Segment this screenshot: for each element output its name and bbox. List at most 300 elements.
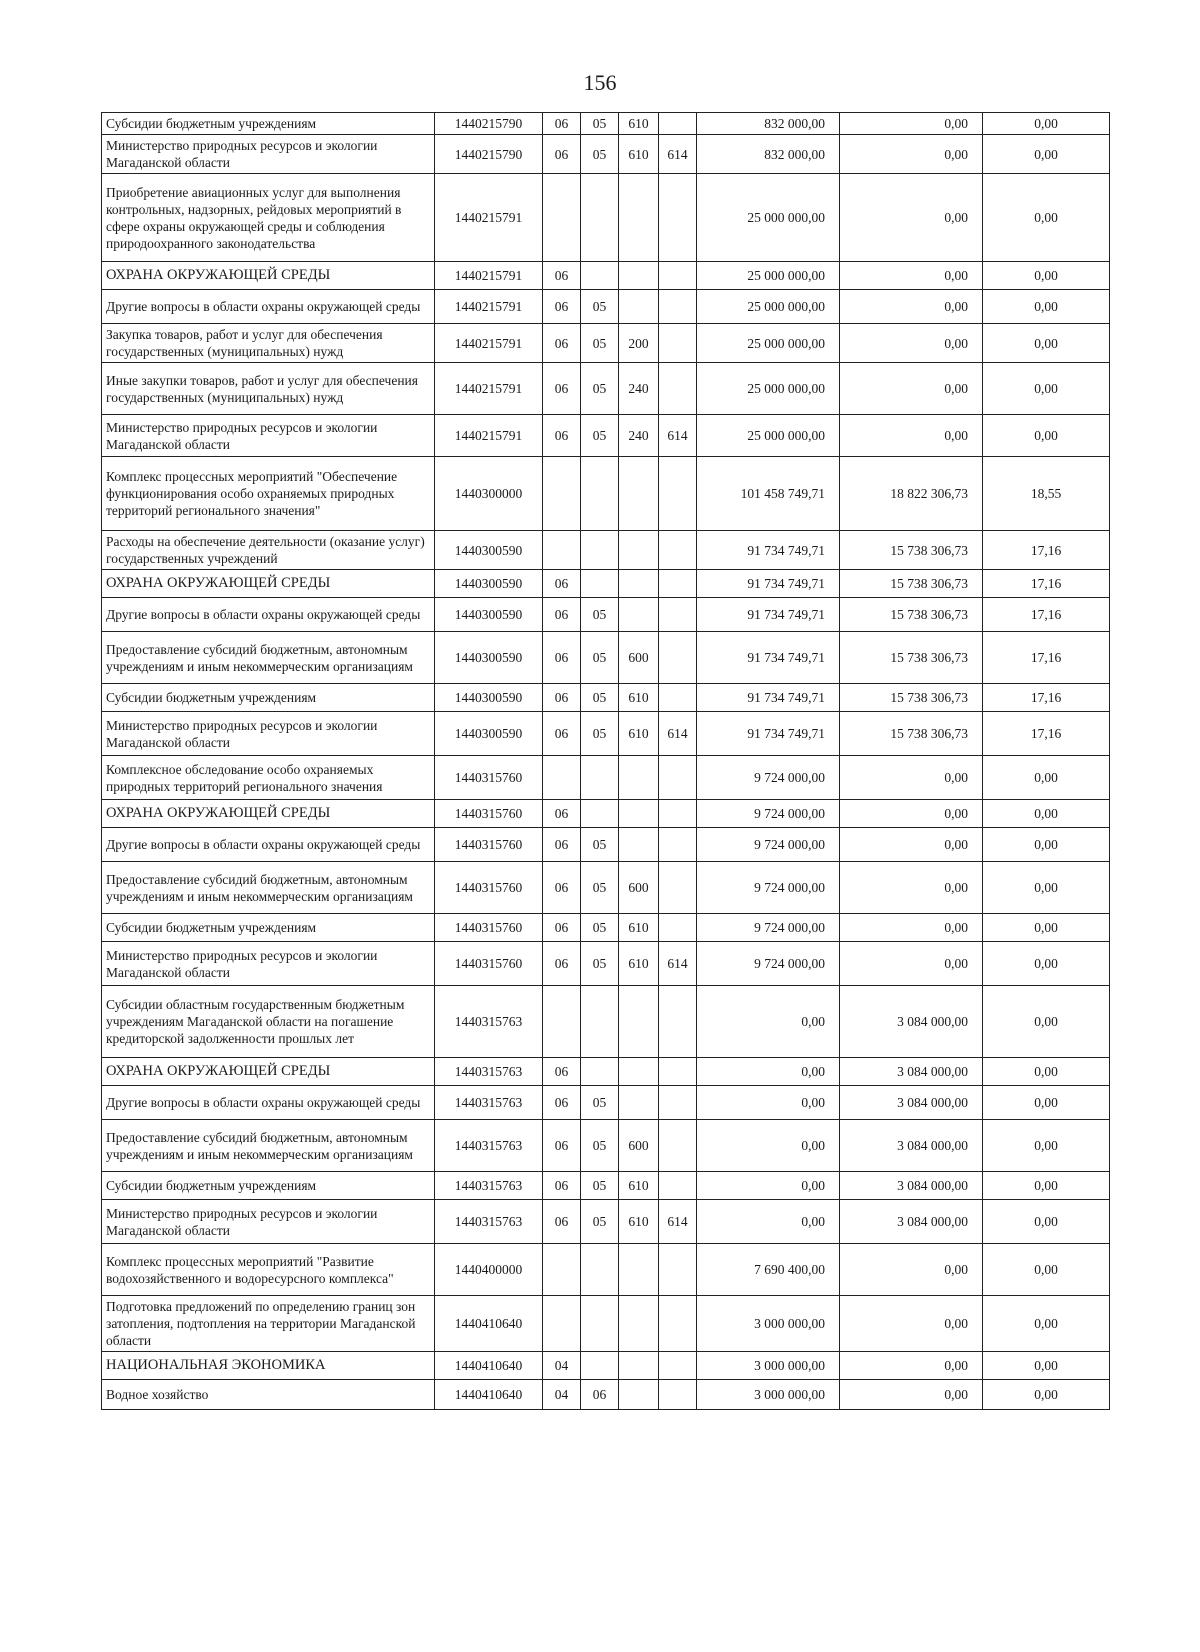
cell-target-code: 1440315763	[435, 986, 543, 1058]
cell-name: Субсидии бюджетным учреждениям	[102, 914, 435, 942]
cell-name: Закупка товаров, работ и услуг для обеспечения государственных (муниципальных) нужд	[102, 324, 435, 363]
cell-execution-percent: 0,00	[983, 1058, 1110, 1086]
cell-name: Субсидии бюджетным учреждениям	[102, 1172, 435, 1200]
cell-subsection: 05	[581, 914, 619, 942]
cell-execution-percent: 0,00	[983, 914, 1110, 942]
cell-admin-code: 614	[659, 415, 697, 457]
table-row	[102, 862, 1110, 914]
cell-subsection: 05	[581, 1120, 619, 1172]
cell-section	[543, 531, 581, 570]
cell-admin-code	[659, 363, 697, 415]
cell-execution-percent: 0,00	[983, 800, 1110, 828]
cell-target-code: 1440215791	[435, 363, 543, 415]
cell-admin-code	[659, 570, 697, 598]
cell-admin-code	[659, 531, 697, 570]
cell-planned-amount: 832 000,00	[697, 135, 840, 174]
cell-subsection: 05	[581, 290, 619, 324]
cell-section: 06	[543, 290, 581, 324]
cell-name: Предоставление субсидий бюджетным, автономным учреждениям и иным некоммерческим организациям	[102, 632, 435, 684]
cell-name: Предоставление субсидий бюджетным, автономным учреждениям и иным некоммерческим организациям	[102, 1120, 435, 1172]
cell-admin-code	[659, 1086, 697, 1120]
cell-planned-amount: 0,00	[697, 1172, 840, 1200]
cell-subsection	[581, 1296, 619, 1352]
cell-expense-type: 610	[619, 1200, 659, 1244]
table-row	[102, 290, 1110, 324]
cell-expense-type	[619, 262, 659, 290]
cell-planned-amount: 25 000 000,00	[697, 363, 840, 415]
cell-section: 06	[543, 1172, 581, 1200]
cell-expense-type	[619, 174, 659, 262]
table-row	[102, 570, 1110, 598]
cell-section: 06	[543, 1086, 581, 1120]
cell-execution-percent: 0,00	[983, 1200, 1110, 1244]
cell-expense-type: 610	[619, 135, 659, 174]
table-row	[102, 632, 1110, 684]
table-row	[102, 113, 1110, 135]
cell-subsection: 05	[581, 828, 619, 862]
cell-expense-type: 240	[619, 415, 659, 457]
table-row	[102, 1200, 1110, 1244]
cell-name: Субсидии бюджетным учреждениям	[102, 684, 435, 712]
cell-target-code: 1440300590	[435, 632, 543, 684]
cell-executed-amount: 0,00	[840, 324, 983, 363]
cell-executed-amount: 0,00	[840, 174, 983, 262]
table-body	[102, 113, 1110, 1410]
cell-target-code: 1440315763	[435, 1200, 543, 1244]
cell-admin-code	[659, 324, 697, 363]
cell-admin-code	[659, 1172, 697, 1200]
table-row	[102, 1380, 1110, 1410]
cell-target-code: 1440315760	[435, 800, 543, 828]
cell-section: 06	[543, 570, 581, 598]
cell-target-code: 1440315760	[435, 914, 543, 942]
cell-subsection: 05	[581, 415, 619, 457]
cell-executed-amount: 0,00	[840, 1380, 983, 1410]
cell-name: Другие вопросы в области охраны окружающей среды	[102, 828, 435, 862]
cell-execution-percent: 0,00	[983, 942, 1110, 986]
table-row	[102, 986, 1110, 1058]
cell-subsection	[581, 986, 619, 1058]
cell-section	[543, 1244, 581, 1296]
cell-planned-amount: 0,00	[697, 1086, 840, 1120]
cell-planned-amount: 91 734 749,71	[697, 531, 840, 570]
cell-admin-code	[659, 1352, 697, 1380]
cell-expense-type	[619, 598, 659, 632]
cell-subsection	[581, 800, 619, 828]
table-row	[102, 531, 1110, 570]
cell-subsection: 05	[581, 712, 619, 756]
table-row	[102, 684, 1110, 712]
cell-expense-type	[619, 457, 659, 531]
cell-execution-percent: 0,00	[983, 1380, 1110, 1410]
cell-section: 06	[543, 712, 581, 756]
cell-planned-amount: 101 458 749,71	[697, 457, 840, 531]
cell-section: 06	[543, 914, 581, 942]
cell-target-code: 1440215790	[435, 135, 543, 174]
cell-executed-amount: 0,00	[840, 290, 983, 324]
cell-name: Министерство природных ресурсов и экологии Магаданской области	[102, 135, 435, 174]
cell-expense-type: 610	[619, 684, 659, 712]
cell-expense-type	[619, 1352, 659, 1380]
cell-admin-code: 614	[659, 712, 697, 756]
cell-executed-amount: 3 084 000,00	[840, 1172, 983, 1200]
cell-executed-amount: 0,00	[840, 828, 983, 862]
cell-executed-amount: 0,00	[840, 113, 983, 135]
cell-name: Иные закупки товаров, работ и услуг для обеспечения государственных (муниципальных) нужд	[102, 363, 435, 415]
cell-executed-amount: 3 084 000,00	[840, 1200, 983, 1244]
cell-planned-amount: 91 734 749,71	[697, 684, 840, 712]
cell-section: 06	[543, 1120, 581, 1172]
table-row	[102, 363, 1110, 415]
cell-admin-code	[659, 862, 697, 914]
cell-expense-type	[619, 1296, 659, 1352]
cell-admin-code	[659, 262, 697, 290]
cell-name: Комплекс процессных мероприятий "Развитие водохозяйственного и водоресурсного комплекса"	[102, 1244, 435, 1296]
cell-execution-percent: 0,00	[983, 828, 1110, 862]
cell-execution-percent: 0,00	[983, 113, 1110, 135]
table-row	[102, 756, 1110, 800]
table-row	[102, 1058, 1110, 1086]
cell-planned-amount: 25 000 000,00	[697, 262, 840, 290]
cell-target-code: 1440315760	[435, 828, 543, 862]
cell-subsection: 06	[581, 1380, 619, 1410]
cell-planned-amount: 0,00	[697, 986, 840, 1058]
cell-executed-amount: 15 738 306,73	[840, 531, 983, 570]
cell-section	[543, 457, 581, 531]
cell-target-code: 1440315763	[435, 1172, 543, 1200]
cell-execution-percent: 0,00	[983, 1172, 1110, 1200]
cell-planned-amount: 9 724 000,00	[697, 800, 840, 828]
cell-admin-code	[659, 1120, 697, 1172]
cell-section	[543, 986, 581, 1058]
cell-subsection	[581, 756, 619, 800]
cell-target-code: 1440215791	[435, 290, 543, 324]
cell-executed-amount: 15 738 306,73	[840, 632, 983, 684]
cell-expense-type: 610	[619, 712, 659, 756]
cell-executed-amount: 0,00	[840, 135, 983, 174]
table-row	[102, 174, 1110, 262]
table-row	[102, 415, 1110, 457]
cell-planned-amount: 91 734 749,71	[697, 598, 840, 632]
cell-name: Субсидии бюджетным учреждениям	[102, 113, 435, 135]
cell-target-code: 1440315763	[435, 1058, 543, 1086]
cell-expense-type	[619, 1086, 659, 1120]
cell-planned-amount: 25 000 000,00	[697, 174, 840, 262]
table-row	[102, 1172, 1110, 1200]
cell-admin-code	[659, 1296, 697, 1352]
cell-expense-type: 600	[619, 862, 659, 914]
cell-executed-amount: 18 822 306,73	[840, 457, 983, 531]
cell-expense-type: 600	[619, 1120, 659, 1172]
cell-subsection: 05	[581, 1172, 619, 1200]
table-row	[102, 135, 1110, 174]
cell-subsection	[581, 457, 619, 531]
cell-subsection	[581, 531, 619, 570]
cell-name: Водное хозяйство	[102, 1380, 435, 1410]
cell-admin-code	[659, 290, 697, 324]
cell-name: Министерство природных ресурсов и экологии Магаданской области	[102, 1200, 435, 1244]
cell-expense-type	[619, 570, 659, 598]
cell-subsection: 05	[581, 135, 619, 174]
cell-name: Комплексное обследование особо охраняемых природных территорий регионального значения	[102, 756, 435, 800]
cell-execution-percent: 17,16	[983, 570, 1110, 598]
cell-execution-percent: 0,00	[983, 174, 1110, 262]
cell-execution-percent: 17,16	[983, 684, 1110, 712]
cell-execution-percent: 17,16	[983, 531, 1110, 570]
cell-planned-amount: 0,00	[697, 1120, 840, 1172]
cell-executed-amount: 0,00	[840, 862, 983, 914]
cell-section: 06	[543, 363, 581, 415]
cell-target-code: 1440300590	[435, 598, 543, 632]
cell-name: Подготовка предложений по определению границ зон затопления, подтопления на территории Магаданской области	[102, 1296, 435, 1352]
cell-planned-amount: 0,00	[697, 1200, 840, 1244]
cell-execution-percent: 0,00	[983, 1086, 1110, 1120]
cell-target-code: 1440315763	[435, 1120, 543, 1172]
cell-section: 06	[543, 598, 581, 632]
cell-planned-amount: 9 724 000,00	[697, 756, 840, 800]
cell-executed-amount: 0,00	[840, 262, 983, 290]
cell-name: Министерство природных ресурсов и экологии Магаданской области	[102, 415, 435, 457]
cell-executed-amount: 0,00	[840, 756, 983, 800]
cell-planned-amount: 832 000,00	[697, 113, 840, 135]
cell-execution-percent: 0,00	[983, 262, 1110, 290]
cell-admin-code	[659, 1244, 697, 1296]
cell-name: Приобретение авиационных услуг для выполнения контрольных, надзорных, рейдовых мероприятий в сфере охраны окружающей среды и соблюдения природоохранного законодательства	[102, 174, 435, 262]
cell-name: Министерство природных ресурсов и экологии Магаданской области	[102, 942, 435, 986]
cell-name: ОХРАНА ОКРУЖАЮЩЕЙ СРЕДЫ	[102, 800, 435, 828]
cell-section: 06	[543, 135, 581, 174]
cell-expense-type	[619, 1058, 659, 1086]
cell-executed-amount: 0,00	[840, 415, 983, 457]
cell-planned-amount: 91 734 749,71	[697, 712, 840, 756]
cell-admin-code	[659, 1058, 697, 1086]
cell-name: Другие вопросы в области охраны окружающей среды	[102, 1086, 435, 1120]
cell-executed-amount: 15 738 306,73	[840, 570, 983, 598]
cell-section	[543, 1296, 581, 1352]
cell-planned-amount: 3 000 000,00	[697, 1380, 840, 1410]
cell-target-code: 1440300590	[435, 531, 543, 570]
cell-name: Другие вопросы в области охраны окружающей среды	[102, 290, 435, 324]
cell-name: НАЦИОНАЛЬНАЯ ЭКОНОМИКА	[102, 1352, 435, 1380]
cell-expense-type	[619, 531, 659, 570]
table-row	[102, 324, 1110, 363]
cell-executed-amount: 3 084 000,00	[840, 1086, 983, 1120]
cell-subsection: 05	[581, 632, 619, 684]
cell-section: 06	[543, 942, 581, 986]
cell-execution-percent: 0,00	[983, 135, 1110, 174]
cell-executed-amount: 3 084 000,00	[840, 1120, 983, 1172]
table-row	[102, 1120, 1110, 1172]
cell-subsection	[581, 174, 619, 262]
cell-subsection: 05	[581, 1086, 619, 1120]
table-row	[102, 828, 1110, 862]
cell-admin-code	[659, 756, 697, 800]
cell-target-code: 1440215790	[435, 113, 543, 135]
cell-execution-percent: 0,00	[983, 324, 1110, 363]
cell-executed-amount: 0,00	[840, 1244, 983, 1296]
cell-section: 06	[543, 113, 581, 135]
cell-execution-percent: 18,55	[983, 457, 1110, 531]
table-row	[102, 262, 1110, 290]
cell-executed-amount: 0,00	[840, 942, 983, 986]
cell-name: Комплекс процессных мероприятий "Обеспечение функционирования особо охраняемых природных территорий регионального значения"	[102, 457, 435, 531]
cell-target-code: 1440410640	[435, 1352, 543, 1380]
cell-target-code: 1440315763	[435, 1086, 543, 1120]
cell-execution-percent: 0,00	[983, 415, 1110, 457]
cell-target-code: 1440215791	[435, 262, 543, 290]
cell-execution-percent: 17,16	[983, 632, 1110, 684]
cell-admin-code	[659, 457, 697, 531]
cell-name: Расходы на обеспечение деятельности (оказание услуг) государственных учреждений	[102, 531, 435, 570]
cell-name: ОХРАНА ОКРУЖАЮЩЕЙ СРЕДЫ	[102, 1058, 435, 1086]
cell-subsection	[581, 570, 619, 598]
cell-section: 06	[543, 828, 581, 862]
cell-section: 06	[543, 415, 581, 457]
cell-name: Субсидии областным государственным бюджетным учреждениям Магаданской области на погашение кредиторской задолженности прошлых лет	[102, 986, 435, 1058]
cell-target-code: 1440315760	[435, 862, 543, 914]
cell-admin-code	[659, 174, 697, 262]
table-row	[102, 914, 1110, 942]
cell-section: 06	[543, 1058, 581, 1086]
table-row	[102, 800, 1110, 828]
cell-expense-type: 610	[619, 113, 659, 135]
cell-target-code: 1440410640	[435, 1380, 543, 1410]
cell-name: Другие вопросы в области охраны окружающей среды	[102, 598, 435, 632]
cell-subsection: 05	[581, 862, 619, 914]
cell-execution-percent: 0,00	[983, 363, 1110, 415]
cell-subsection: 05	[581, 363, 619, 415]
cell-executed-amount: 0,00	[840, 1352, 983, 1380]
cell-planned-amount: 3 000 000,00	[697, 1296, 840, 1352]
cell-expense-type	[619, 756, 659, 800]
table-row	[102, 1352, 1110, 1380]
table-row	[102, 1244, 1110, 1296]
cell-execution-percent: 0,00	[983, 1296, 1110, 1352]
cell-admin-code	[659, 828, 697, 862]
cell-execution-percent: 0,00	[983, 986, 1110, 1058]
cell-subsection: 05	[581, 942, 619, 986]
cell-subsection: 05	[581, 113, 619, 135]
cell-name: ОХРАНА ОКРУЖАЮЩЕЙ СРЕДЫ	[102, 570, 435, 598]
cell-execution-percent: 0,00	[983, 1244, 1110, 1296]
budget-table	[101, 112, 1110, 1410]
cell-planned-amount: 9 724 000,00	[697, 942, 840, 986]
cell-planned-amount: 9 724 000,00	[697, 828, 840, 862]
cell-section	[543, 174, 581, 262]
cell-expense-type: 600	[619, 632, 659, 684]
cell-planned-amount: 25 000 000,00	[697, 415, 840, 457]
cell-name: ОХРАНА ОКРУЖАЮЩЕЙ СРЕДЫ	[102, 262, 435, 290]
cell-executed-amount: 0,00	[840, 914, 983, 942]
cell-planned-amount: 9 724 000,00	[697, 914, 840, 942]
cell-executed-amount: 15 738 306,73	[840, 684, 983, 712]
cell-subsection: 05	[581, 1200, 619, 1244]
cell-subsection: 05	[581, 598, 619, 632]
cell-planned-amount: 3 000 000,00	[697, 1352, 840, 1380]
cell-section: 06	[543, 800, 581, 828]
cell-admin-code	[659, 914, 697, 942]
page-number: 156	[583, 70, 617, 95]
cell-admin-code	[659, 986, 697, 1058]
table-row	[102, 712, 1110, 756]
cell-admin-code	[659, 632, 697, 684]
cell-target-code: 1440215791	[435, 324, 543, 363]
cell-section: 04	[543, 1352, 581, 1380]
cell-executed-amount: 0,00	[840, 1296, 983, 1352]
cell-expense-type	[619, 1244, 659, 1296]
cell-subsection: 05	[581, 324, 619, 363]
cell-execution-percent: 0,00	[983, 1352, 1110, 1380]
cell-admin-code	[659, 113, 697, 135]
cell-section	[543, 756, 581, 800]
cell-subsection: 05	[581, 684, 619, 712]
cell-name: Министерство природных ресурсов и экологии Магаданской области	[102, 712, 435, 756]
cell-executed-amount: 3 084 000,00	[840, 1058, 983, 1086]
cell-target-code: 1440300000	[435, 457, 543, 531]
cell-target-code: 1440300590	[435, 712, 543, 756]
cell-expense-type: 200	[619, 324, 659, 363]
cell-expense-type	[619, 290, 659, 324]
cell-section: 04	[543, 1380, 581, 1410]
cell-admin-code	[659, 598, 697, 632]
cell-expense-type	[619, 1380, 659, 1410]
cell-planned-amount: 25 000 000,00	[697, 290, 840, 324]
table-row	[102, 942, 1110, 986]
cell-section: 06	[543, 632, 581, 684]
table-row	[102, 598, 1110, 632]
cell-target-code: 1440315760	[435, 756, 543, 800]
cell-executed-amount: 3 084 000,00	[840, 986, 983, 1058]
cell-target-code: 1440300590	[435, 570, 543, 598]
cell-admin-code: 614	[659, 135, 697, 174]
cell-execution-percent: 0,00	[983, 862, 1110, 914]
cell-planned-amount: 0,00	[697, 1058, 840, 1086]
cell-target-code: 1440400000	[435, 1244, 543, 1296]
cell-expense-type: 240	[619, 363, 659, 415]
cell-execution-percent: 17,16	[983, 712, 1110, 756]
table-row	[102, 1086, 1110, 1120]
cell-planned-amount: 91 734 749,71	[697, 570, 840, 598]
cell-section: 06	[543, 262, 581, 290]
cell-planned-amount: 91 734 749,71	[697, 632, 840, 684]
cell-section: 06	[543, 684, 581, 712]
table-row	[102, 457, 1110, 531]
cell-section: 06	[543, 862, 581, 914]
cell-executed-amount: 15 738 306,73	[840, 712, 983, 756]
cell-expense-type	[619, 800, 659, 828]
cell-subsection	[581, 1058, 619, 1086]
cell-planned-amount: 25 000 000,00	[697, 324, 840, 363]
cell-admin-code	[659, 684, 697, 712]
cell-target-code: 1440215791	[435, 415, 543, 457]
cell-executed-amount: 15 738 306,73	[840, 598, 983, 632]
cell-subsection	[581, 1244, 619, 1296]
cell-expense-type	[619, 828, 659, 862]
cell-executed-amount: 0,00	[840, 800, 983, 828]
cell-execution-percent: 0,00	[983, 290, 1110, 324]
cell-admin-code	[659, 1380, 697, 1410]
cell-expense-type: 610	[619, 942, 659, 986]
cell-section: 06	[543, 1200, 581, 1244]
cell-expense-type: 610	[619, 914, 659, 942]
cell-execution-percent: 17,16	[983, 598, 1110, 632]
cell-expense-type	[619, 986, 659, 1058]
cell-admin-code: 614	[659, 942, 697, 986]
table-row	[102, 1296, 1110, 1352]
cell-target-code: 1440410640	[435, 1296, 543, 1352]
cell-planned-amount: 7 690 400,00	[697, 1244, 840, 1296]
cell-executed-amount: 0,00	[840, 363, 983, 415]
